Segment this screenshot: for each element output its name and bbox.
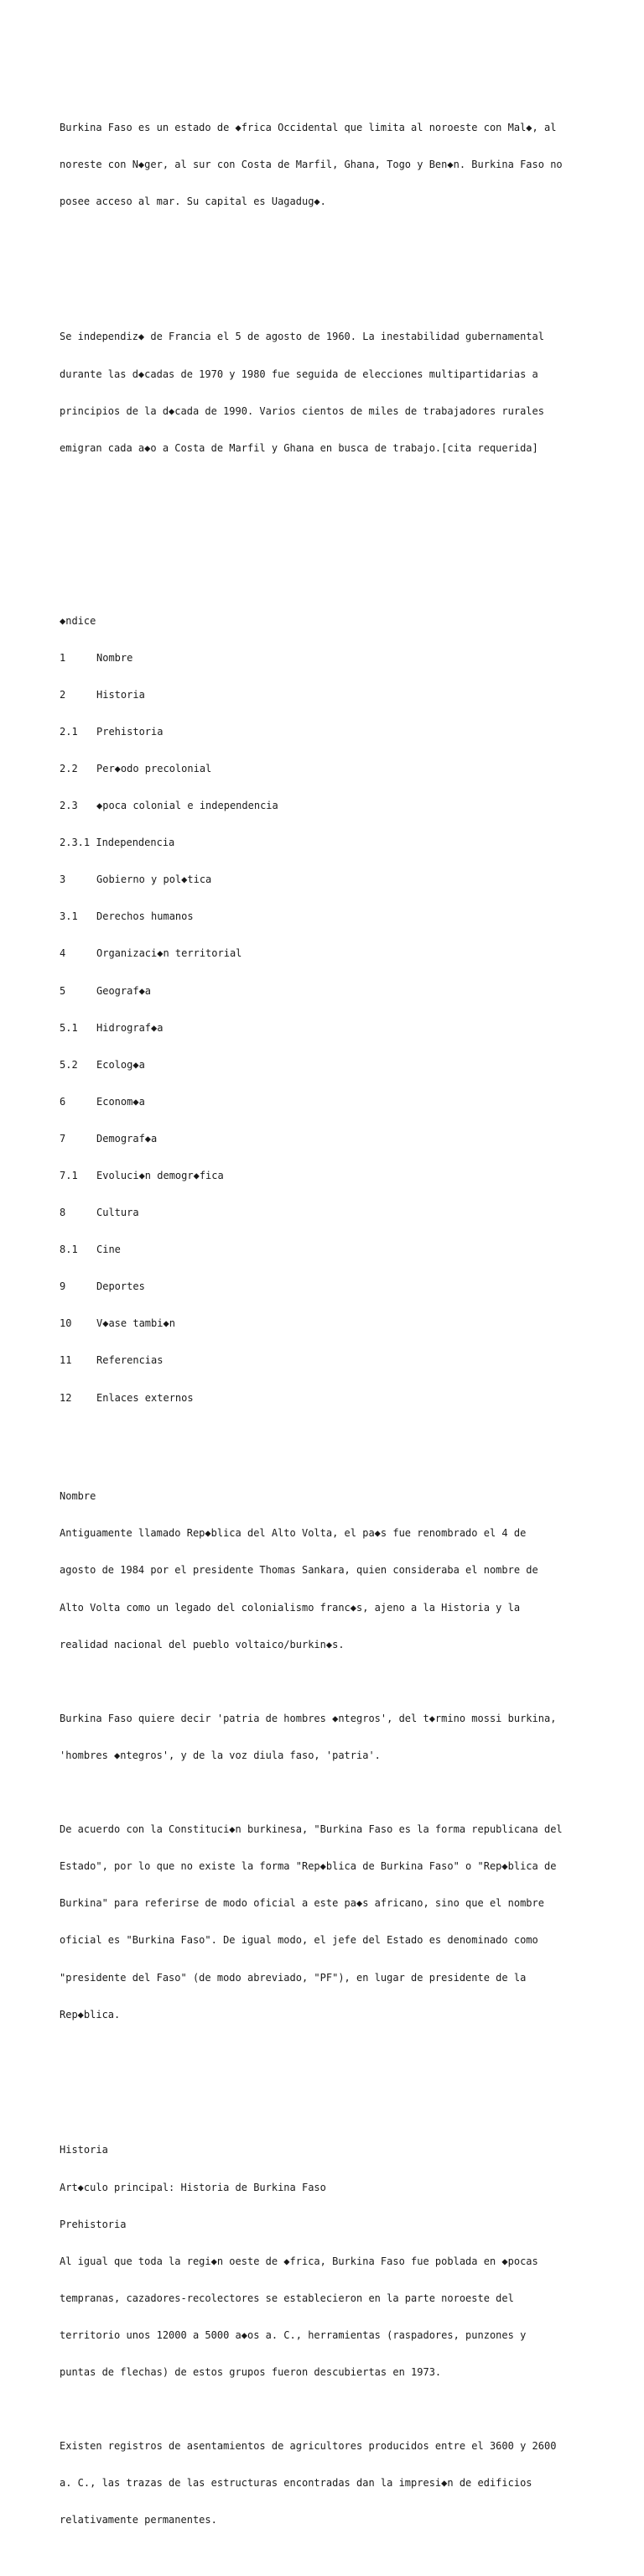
toc-item[interactable] — [60, 947, 596, 960]
text-line: durante las d◆cadas de 1970 y 1980 fue seguida de elecciones multipartidarias a — [60, 368, 538, 380]
text-line: oficial es "Burkina Faso". De igual modo, el jefe del Estado es denominado como — [60, 1934, 538, 1947]
text-line: "presidente del Faso" (de modo abreviado, "PF"), en lugar de presidente de la — [60, 1971, 527, 1984]
toc-item[interactable] — [60, 1280, 596, 1293]
toc-item-number: 9 — [60, 1280, 66, 1293]
toc-item[interactable] — [60, 910, 596, 923]
toc-item-label: Geograf◆a — [96, 984, 152, 997]
toc-item-number: 2.3.1 — [60, 837, 91, 849]
toc-item-number: 2 — [60, 688, 66, 701]
text-line: a. C., las trazas de las estructuras encontradas dan la impresi◆n de edificios — [60, 2477, 532, 2490]
toc-item-number: 11 — [60, 1354, 72, 1367]
text-line: principios de la d◆cada de 1990. Varios cientos de miles de trabajadores rurales — [60, 404, 544, 417]
toc-item-number: 2.1 — [60, 725, 78, 738]
text-line: territorio unos 12000 a 5000 a◆os a. C., herramientas (raspadores, punzones y — [60, 2328, 527, 2341]
text-line: relativamente permanentes. — [60, 2514, 217, 2526]
intro-paragraph-1 — [60, 96, 596, 232]
text-line: Antiguamente llamado Rep◆blica del Alto Volta, el pa◆s fue renombrado el 4 de — [60, 1527, 527, 1540]
section-nombre — [60, 1466, 596, 2046]
toc-item[interactable] — [60, 726, 596, 738]
toc-item-number: 6 — [60, 1095, 66, 1108]
text-line: Burkina Faso es un estado de ◆frica Occidental que limita al noroeste con Mal◆, al — [60, 121, 557, 133]
text-line: De acuerdo con la Constituci◆n burkinesa, "Burkina Faso es la forma republicana del — [60, 1823, 563, 1836]
toc-item[interactable] — [60, 1244, 596, 1256]
toc-item-number: 8.1 — [60, 1244, 78, 1256]
toc-item-label: V◆ase tambi◆n — [96, 1317, 175, 1330]
toc-item-label: Prehistoria — [96, 725, 164, 738]
toc-item-label: Referencias — [96, 1354, 164, 1367]
toc-item-label: Nombre — [96, 651, 133, 664]
spacer — [60, 503, 596, 516]
toc-item-label: ◆poca colonial e independencia — [96, 800, 278, 812]
toc-item-label: Per◆odo precolonial — [96, 762, 212, 774]
toc-item-number: 5.1 — [60, 1021, 78, 1034]
toc-item[interactable] — [60, 800, 596, 812]
spacer — [60, 540, 596, 553]
toc-item[interactable] — [60, 1392, 596, 1405]
toc-item-number: 3 — [60, 873, 66, 886]
toc-item-number: 2.3 — [60, 800, 78, 812]
toc-item-number: 10 — [60, 1317, 72, 1330]
toc-item-label: Enlaces externos — [96, 1391, 194, 1404]
toc-item-label: Evoluci◆n demogr◆fica — [96, 1170, 224, 1182]
toc-item[interactable] — [60, 1317, 596, 1330]
section-historia — [60, 2120, 596, 2552]
toc-item[interactable] — [60, 1170, 596, 1182]
toc-item-label: Ecolog◆a — [96, 1058, 145, 1071]
toc-item-number: 12 — [60, 1391, 72, 1404]
text-line: puntas de flechas) de estos grupos fueron descubiertas en 1973. — [60, 2366, 442, 2379]
toc-item-label: Econom◆a — [96, 1095, 145, 1108]
toc-item-number: 8 — [60, 1207, 66, 1219]
toc-item-label: Gobierno y pol◆tica — [96, 873, 212, 886]
toc-item-label: Derechos humanos — [96, 910, 194, 923]
toc-item[interactable] — [60, 1096, 596, 1108]
toc-item-number: 7 — [60, 1132, 66, 1145]
toc-item-number: 7.1 — [60, 1170, 78, 1182]
text-line: Existen registros de asentamientos de agricultores producidos entre el 3600 y 2600 — [60, 2440, 557, 2453]
toc-item-label: Organizaci◆n territorial — [96, 947, 242, 960]
toc-item-label: Cultura — [96, 1207, 139, 1219]
toc-item[interactable] — [60, 1133, 596, 1145]
toc-item-number: 1 — [60, 651, 66, 664]
toc-item[interactable] — [60, 1354, 596, 1367]
text-line: 'hombres ◆ntegros', y de la voz diula faso, 'patria'. — [60, 1749, 381, 1761]
toc-item-number: 2.2 — [60, 762, 78, 774]
text-line: posee acceso al mar. Su capital es Uagadug◆. — [60, 195, 326, 207]
toc-item[interactable] — [60, 1022, 596, 1035]
text-line: noreste con N◆ger, al sur con Costa de Marfil, Ghana, Togo y Ben◆n. Burkina Faso no — [60, 158, 563, 170]
toc-item-number: 5 — [60, 984, 66, 997]
toc-item[interactable] — [60, 873, 596, 886]
main-article-link[interactable]: Art◆culo principal: Historia de Burkina Faso — [60, 2181, 326, 2193]
toc-item-label: Hidrograf◆a — [96, 1021, 164, 1034]
toc-item-label: Demograf◆a — [96, 1132, 158, 1145]
text-line: tempranas, cazadores-recolectores se establecieron en la parte noroeste del — [60, 2292, 514, 2304]
toc-item[interactable] — [60, 1207, 596, 1219]
document-page — [60, 60, 596, 2576]
table-of-contents — [60, 590, 596, 1428]
toc-item[interactable] — [60, 985, 596, 998]
toc-item[interactable] — [60, 652, 596, 665]
text-line: Se independiz◆ de Francia el 5 de agosto de 1960. La inestabilidad gubernamental — [60, 331, 544, 343]
section-heading: Nombre — [60, 1490, 96, 1503]
spacer — [60, 2403, 596, 2416]
toc-item-number: 3.1 — [60, 910, 78, 923]
toc-item[interactable] — [60, 689, 596, 701]
spacer — [60, 1676, 596, 1688]
toc-item-label: Deportes — [96, 1280, 145, 1293]
toc-item-number: 4 — [60, 947, 66, 960]
text-line: Estado", por lo que no existe la forma "Rep◆blica de Burkina Faso" o "Rep◆blica de — [60, 1860, 557, 1873]
toc-item[interactable] — [60, 763, 596, 775]
section-heading: Historia — [60, 2144, 108, 2156]
text-line: Al igual que toda la regi◆n oeste de ◆frica, Burkina Faso fue poblada en ◆pocas — [60, 2255, 538, 2267]
text-line: agosto de 1984 por el presidente Thomas Sankara, quien consideraba el nombre de — [60, 1564, 538, 1577]
toc-title: ◆ndice — [60, 614, 96, 627]
toc-item-number: 5.2 — [60, 1058, 78, 1071]
toc-item-label: Historia — [96, 688, 145, 701]
text-line: Alto Volta como un legado del colonialismo franc◆s, ajeno a la Historia y la — [60, 1601, 521, 1614]
spacer — [60, 257, 596, 269]
spacer — [60, 2070, 596, 2083]
text-line: Burkina Faso quiere decir 'patria de hombres ◆ntegros', del t◆rmino mossi burkina, — [60, 1712, 557, 1724]
toc-item[interactable] — [60, 1059, 596, 1072]
text-line: realidad nacional del pueblo voltaico/burkin◆s. — [60, 1638, 345, 1650]
text-line: Rep◆blica. — [60, 2008, 121, 2021]
intro-paragraph-2 — [60, 306, 596, 479]
text-line: Burkina" para referirse de modo oficial a este pa◆s africano, sino que el nombre — [60, 1897, 544, 1910]
toc-item[interactable] — [60, 837, 596, 849]
spacer — [60, 1786, 596, 1799]
text-line: emigran cada a◆o a Costa de Marfil y Ghana en busca de trabajo.[cita requerida] — [60, 441, 538, 454]
toc-item-label: Cine — [96, 1244, 121, 1256]
subsection-heading: Prehistoria — [60, 2218, 127, 2230]
toc-item-label: Independencia — [96, 837, 175, 849]
